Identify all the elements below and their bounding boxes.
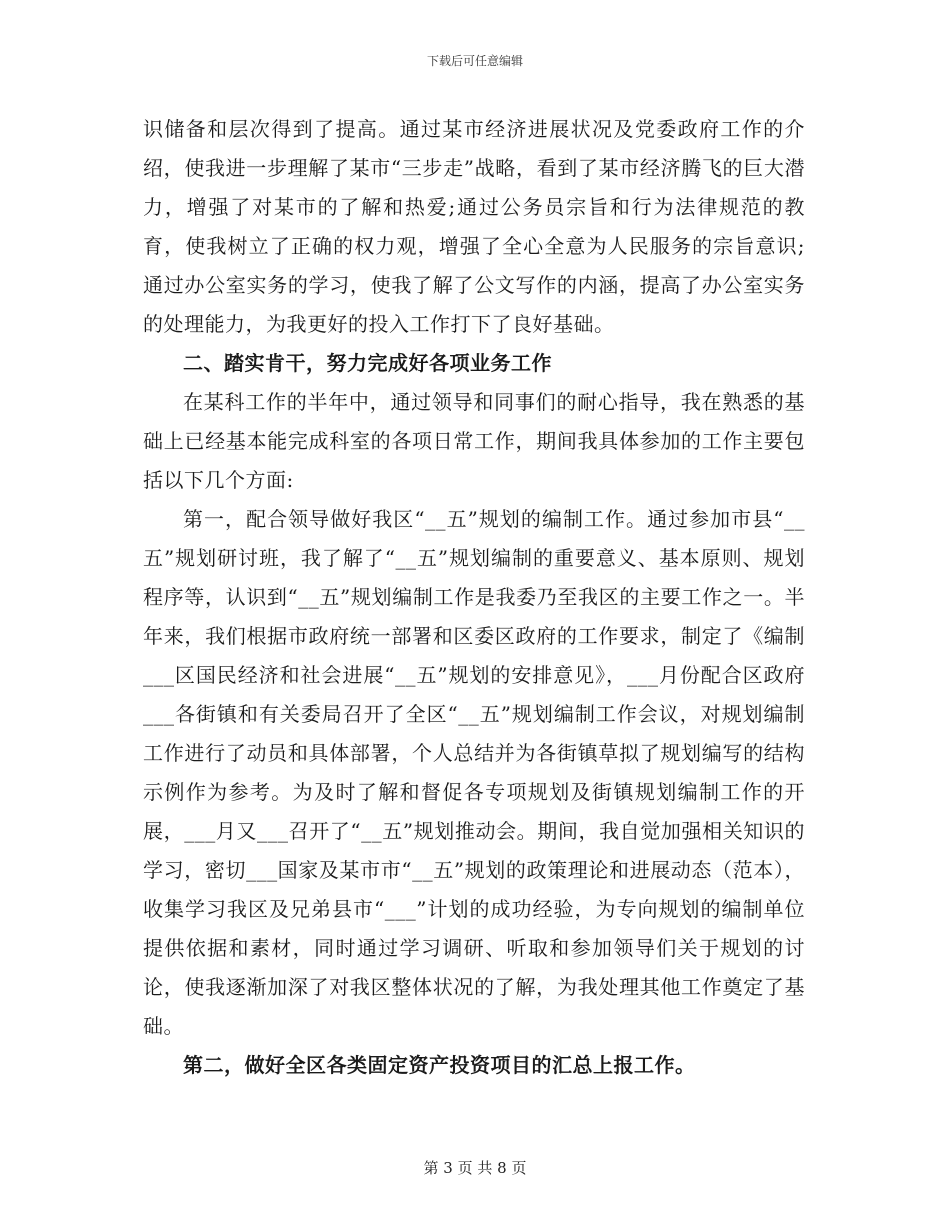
paragraph-3: 第一，配合领导做好我区“__五”规划的编制工作。通过参加市县“__五”规划研讨班，我了解了“__五”规划编制的重要意义、基本原则、规划程序等，认识到“__五”规划编制工作是我委乃至我区的主要工作之一。半年来，我们根据市政府统一部署和区委区政府的工作要求，制定了《编制___区国民经济和社会进展“__五”规划的安排意见》，___月份配合区政府___各街镇和有关委局召开了全区“__五”规划编制工作会议，对规划编制工作进行了动员和具体部署，个人总结并为各街镇草拟了规划编写的结构示例作为参考。为及时了解和督促各专项规划及街镇规划编制工作的开展，___月又___召开了“__五”规划推动会。期间，我自觉加强相关知识的学习，密切___国家及某市市“__五”规划的政策理论和进展动态（范本），收集学习我区及兄弟县市“___”计划的成功经验，为专向规划的编制单位提供依据和素材，同时通过学习调研、听取和参加领导们关于规划的讨论，使我逐渐加深了对我区整体状况的了解，为我处理其他工作奠定了基础。 (143, 507, 805, 1038)
section-heading-2: 二、踏实肯干，努力完成好各项业务工作 (183, 351, 552, 375)
paragraph-1: 识储备和层次得到了提高。通过某市经济进展状况及党委政府工作的介绍，使我进一步理解了某市“三步走”战略，看到了某市经济腾飞的巨大潜力，增强了对某市的了解和热爱;通过公务员宗旨和行为法律规范的教育，使我树立了正确的权力观，增强了全心全意为人民服务的宗旨意识;通过办公室实务的学习，使我了解了公文写作的内涵，提高了办公室实务的处理能力，为我更好的投入工作打下了良好基础。 (143, 117, 805, 336)
section-heading-3: 第二，做好全区各类固定资产投资项目的汇总上报工作。 (183, 1053, 696, 1077)
paragraph-2: 在某科工作的半年中，通过领导和同事们的耐心指导，我在熟悉的基础上已经基本能完成科室的各项日常工作，期间我具体参加的工作主要包括以下几个方面: (143, 390, 805, 492)
page-footer: 第 3 页 共 8 页 (423, 1159, 527, 1177)
document-body (143, 110, 805, 1085)
page-header: 下载后可任意编辑 (426, 54, 523, 68)
